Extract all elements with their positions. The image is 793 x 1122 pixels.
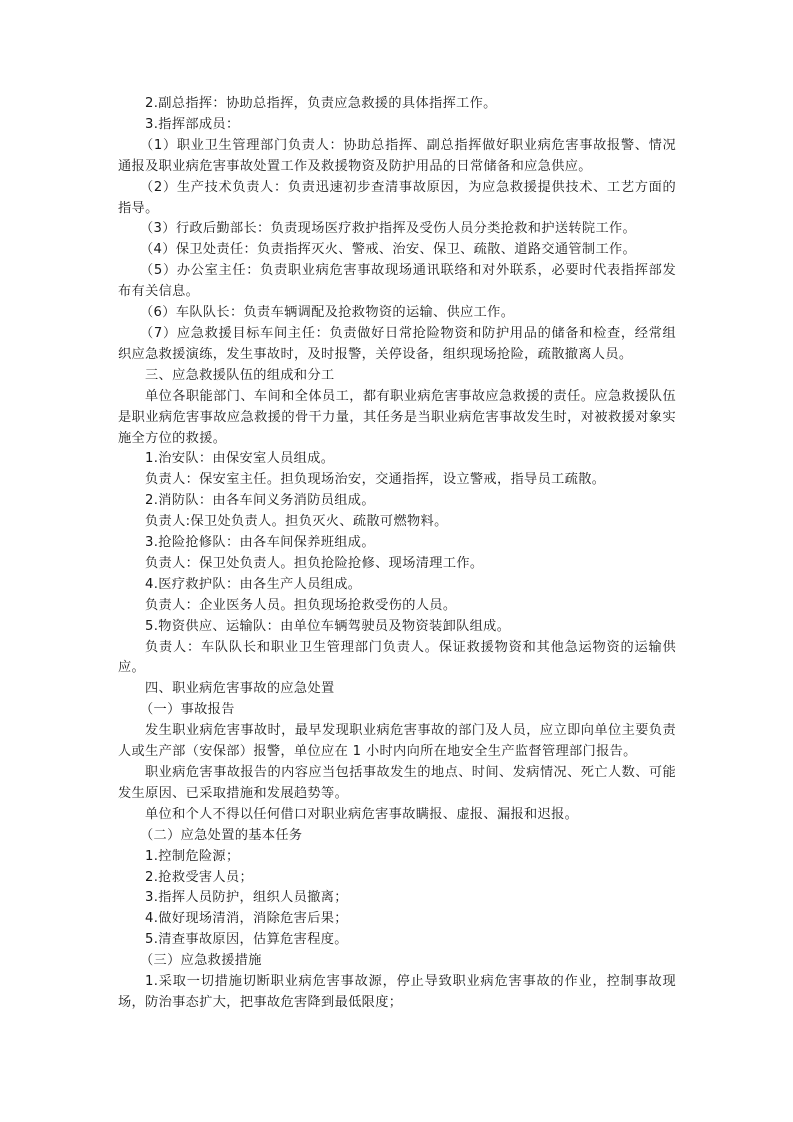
paragraph: 3.指挥人员防护，组织人员撤离； (145, 890, 348, 906)
paragraph: （3）行政后勤部长：负责现场医疗救护指挥及受伤人员分类抢救和护送转院工作。 (140, 221, 637, 237)
paragraph: 2.消防队：由各车间义务消防员组成。 (145, 493, 375, 509)
subsection-heading: （三）应急救援措施 (140, 953, 262, 969)
paragraph: 负责人：保安室主任。担负现场治安，交通指挥，设立警戒，指导员工疏散。 (145, 472, 606, 488)
paragraph: 单位各职能部门、车间和全体员工，都有职业病危害事故应急救援的责任。应急救援队伍是职业病危害事故应急救援的骨干力量，其任务是当职业病危害事故发生时，对被救援对象实施全方位的救援。 (118, 388, 676, 446)
paragraph: （7）应急救援目标车间主任：负责做好日常抢险物资和防护用品的储备和检查，经常组织应急救援演练，发生事故时，及时报警，关停设备，组织现场抢险，疏散撤离人员。 (118, 325, 676, 362)
section-heading: 三、应急救援队伍的组成和分工 (145, 367, 335, 383)
paragraph: 4.做好现场清消，消除危害后果； (145, 911, 348, 927)
paragraph: 发生职业病危害事故时，最早发现职业病危害事故的部门及人员，应立即向单位主要负责人或生产部（安保部）报警，单位应在 1 小时内向所在地安全生产监督管理部门报告。 (118, 723, 676, 760)
subsection-heading: （一）事故报告 (140, 702, 235, 718)
paragraph: 负责人：保卫处负责人。担负抢险抢修、现场清理工作。 (145, 555, 484, 571)
paragraph: （6）车队队长：负责车辆调配及抢救物资的运输、供应工作。 (140, 305, 515, 321)
paragraph: 1.采取一切措施切断职业病危害事故源，停止导致职业病危害事故的作业，控制事故现场，防治事态扩大，把事故危害降到最低限度； (118, 974, 676, 1010)
paragraph: （1）职业卫生管理部门负责人：协助总指挥、副总指挥做好职业病危害事故报警、情况通报及职业病危害事故处置工作及救援物资及防护用品的日常储备和应急供应。 (118, 137, 676, 174)
paragraph: 负责人：企业医务人员。担负现场抢救受伤的人员。 (145, 597, 457, 613)
paragraph: 负责人:保卫处负责人。担负灭火、疏散可燃物料。 (145, 514, 448, 530)
document-page (118, 94, 676, 1014)
paragraph: 4.医疗救护队：由各生产人员组成。 (145, 576, 362, 592)
paragraph: 职业病危害事故报告的内容应当包括事故发生的地点、时间、发病情况、死亡人数、可能发生原因、已采取措施和发展趋势等。 (118, 765, 676, 801)
paragraph: 3.指挥部成员： (145, 116, 240, 132)
paragraph: 2.副总指挥：协助总指挥，负责应急救援的具体指挥工作。 (145, 96, 497, 111)
paragraph: （2）生产技术负责人：负责迅速初步查清事故原因，为应急救援提供技术、工艺方面的指导。 (118, 179, 676, 216)
paragraph: 1.控制危险源； (145, 848, 240, 864)
paragraph: 3.抢险抢修队：由各车间保养班组成。 (145, 535, 375, 551)
subsection-heading: （二）应急处置的基本任务 (140, 827, 303, 843)
paragraph: 5.物资供应、运输队：由单位车辆驾驶员及物资装卸队组成。 (145, 618, 511, 634)
paragraph: 负责人：车队队长和职业卫生管理部门负责人。保证救援物资和其他急运物资的运输供应。 (118, 639, 676, 676)
paragraph: 2.抢救受害人员； (145, 869, 254, 885)
paragraph: 5.清查事故原因，估算危害程度。 (145, 932, 348, 948)
paragraph: 单位和个人不得以任何借口对职业病危害事故瞒报、虚报、漏报和迟报。 (145, 806, 579, 822)
paragraph: 1.治安队：由保安室人员组成。 (145, 451, 335, 467)
paragraph: （4）保卫处责任：负责指挥灭火、警戒、治安、保卫、疏散、道路交通管制工作。 (140, 242, 637, 258)
paragraph: （5）办公室主任：负责职业病危害事故现场通讯联络和对外联系，必要时代表指挥部发布有关信息。 (118, 263, 676, 300)
section-heading: 四、职业病危害事故的应急处置 (145, 681, 335, 697)
